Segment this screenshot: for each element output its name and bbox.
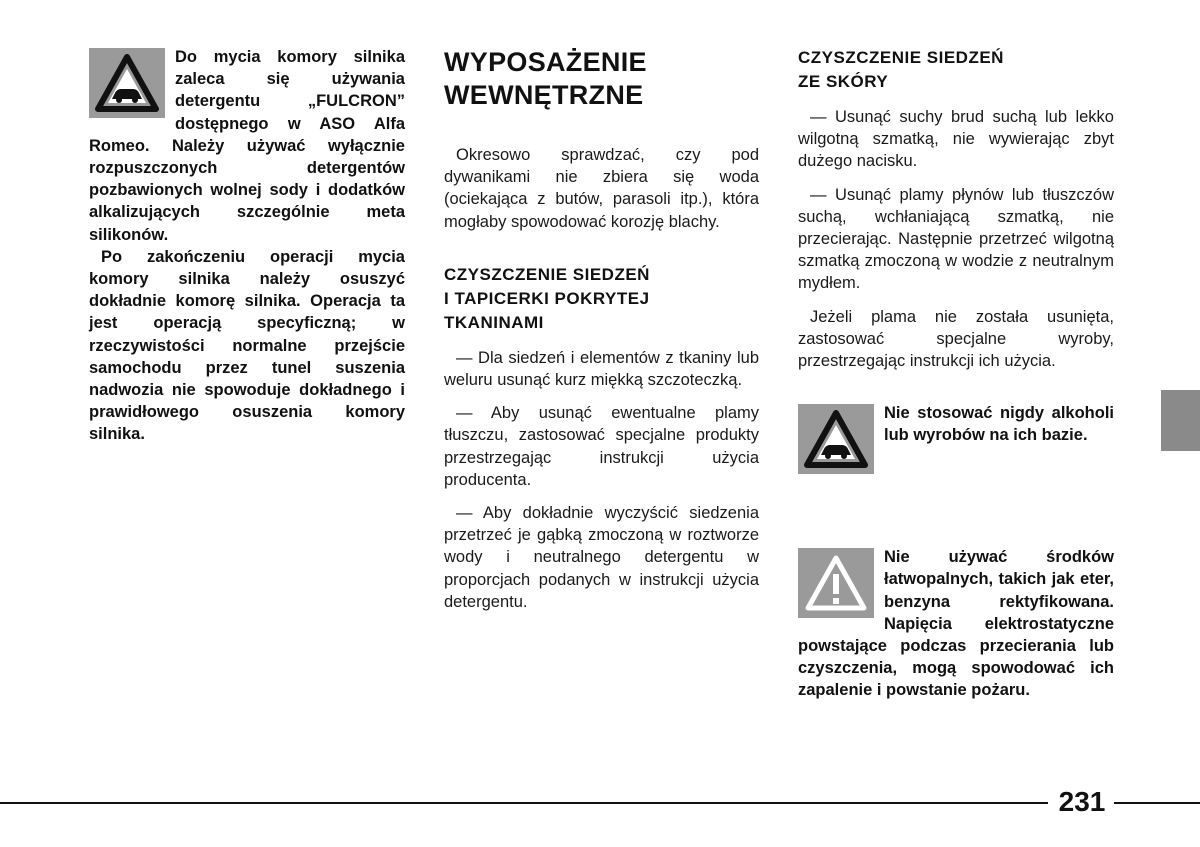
leather-instruction-1: — Usunąć suchy brud suchą lub lekko wilgotną szmatką, nie wywierając zbyt dużego nacisku. — [798, 108, 1114, 171]
leather-instruction-2: — Usunąć plamy płynów lub tłuszczów suchą, wchłaniającą szmatką, nie przecierając. Następnie przetrzeć wilgotną szmatką zmoczoną w wodzie z neutralnym mydłem. — [798, 185, 1114, 293]
section-title-line-1: WYPOSAŻENIE — [444, 47, 647, 77]
engine-drying-paragraph: Po zakończeniu operacji mycia komory silnika należy osuszyć dokładnie komorę silnika. Operacja ta jest operacją specyficzną; w rzeczywistości normalne przejście samochodu przez tunel suszenia nadwozia nie spowoduje dokładnego i prawidłowego osuszenia komory silnika. — [89, 247, 405, 444]
flammable-warning-text: Nie używać środków łatwopalnych, takich jak eter, benzyna rektyfikowana. Napięcia elektrostatyczne powstające podczas przecierania lub czyszczenia, mogą spowodować ich zapalenie i powstanie pożaru. — [798, 548, 1114, 700]
section-title — [444, 46, 759, 112]
leather-seats-heading-line-2: ZE SKÓRY — [798, 72, 889, 91]
fabric-instruction-3: — Aby dokładnie wyczyścić siedzenia przetrzeć je gąbką zmoczoną w roztworze wody i neutralnego detergentu w proporcjach podanych w instrukcji użycia detergentu. — [444, 504, 759, 611]
leather-seats-heading — [798, 46, 1114, 94]
right-column — [798, 46, 1114, 702]
footer-rule-right — [1114, 802, 1200, 804]
exclamation-warning-icon — [798, 548, 874, 618]
footer-rule-left — [0, 802, 1048, 804]
left-column — [89, 46, 405, 446]
flammable-warning-box — [798, 546, 1114, 701]
fabric-seats-heading-line-3: TKANINAMI — [444, 312, 544, 332]
leather-seats-heading-line-1: CZYSZCZENIE SIEDZEŃ — [798, 48, 1004, 67]
fabric-seats-heading-line-2: I TAPICERKI POKRYTEJ — [444, 288, 650, 308]
chapter-tab-marker — [1161, 390, 1200, 451]
carpet-check-paragraph: Okresowo sprawdzać, czy pod dywanikami nie zbiera się woda (ociekająca z butów, parasoli itp.), która mogłaby spowodować korozję blachy. — [444, 146, 759, 231]
fabric-instruction-1: — Dla siedzeń i elementów z tkaniny lub weluru usunąć kurz miękką szczoteczką. — [444, 348, 759, 390]
page-number: 231 — [1058, 786, 1106, 817]
middle-column — [444, 46, 759, 624]
engine-wash-warning-text: Do mycia komory silnika zaleca się używania detergentu „FULCRON” dostępnego w ASO Alfa Romeo. Należy używać wyłącznie rozpuszczonych detergentów pozbawionych wolnej sody i dodatków alkalizujących szczególnie meta silikonów. — [89, 48, 405, 244]
alcohol-warning-box — [798, 402, 1114, 476]
car-warning-icon — [798, 404, 874, 474]
alcohol-warning-text: Nie stosować nigdy alkoholi lub wyrobów na ich bazie. — [884, 404, 1114, 445]
fabric-seats-heading — [444, 263, 759, 335]
fabric-instruction-2: — Aby usunąć ewentualne plamy tłuszczu, zastosować specjalne produkty przestrzegając instrukcji użycia producenta. — [444, 404, 759, 489]
fabric-seats-heading-line-1: CZYSZCZENIE SIEDZEŃ — [444, 264, 650, 284]
section-title-line-2: WEWNĘTRZNE — [444, 80, 644, 110]
car-warning-icon — [89, 48, 165, 118]
leather-instruction-3: Jeżeli plama nie została usunięta, zastosować specjalne wyroby, przestrzegając instrukcji ich użycia. — [798, 307, 1114, 371]
